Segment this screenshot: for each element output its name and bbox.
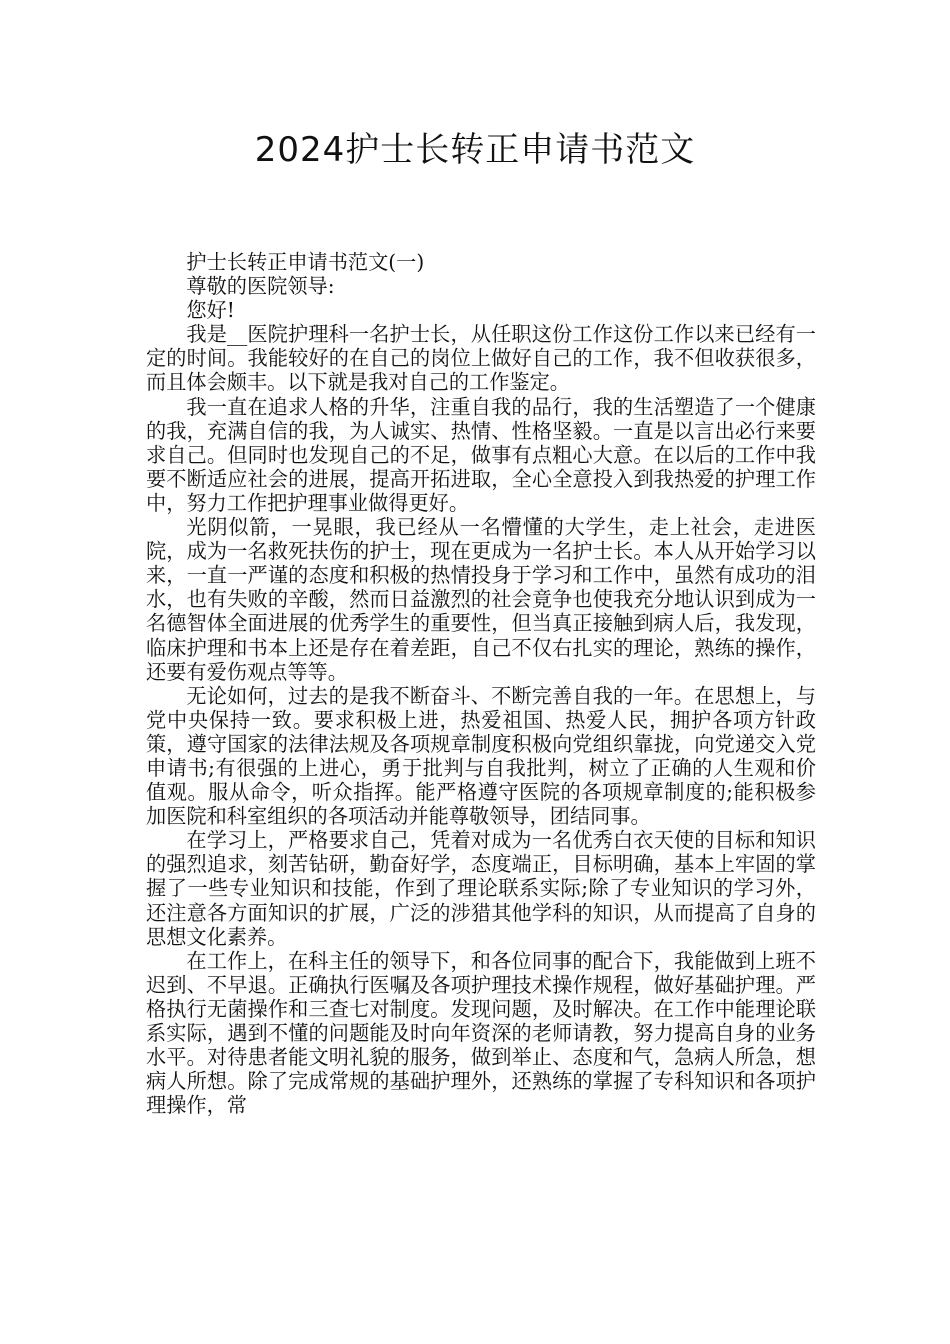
greeting-line: 您好! bbox=[186, 298, 235, 323]
paragraph-character: 我一直在追求人格的升华，注重自我的品行，我的生活塑造了一个健康的我，充满自信的我，为人诚实、热情、性格坚毅。一直是以言出必行来要求自己。但同时也发现自己的不足，做事有点粗心大意。在以后的工作中我要不断适应社会的进展，提高开拓进取，全心全意投入到我热爱的护理工作中，努力工作把护理事业做得更好。 bbox=[146, 394, 816, 515]
paragraph-work: 在工作上，在科主任的领导下，和各位同事的配合下，我能做到上班不迟到、不早退。正确执行医嘱及各项护理技术操作规程，做好基础护理。严格执行无菌操作和三查七对制度。发现问题，及时解决。在工作中能理论联系实际，遇到不懂的问题能及时向年资深的老师请教，努力提高自身的业务水平。对待患者能文明礼貌的服务，做到举止、态度和气，急病人所急，想病人所想。除了完成常规的基础护理外，还熟练的掌握了专科知识和各项护理操作，常 bbox=[146, 948, 816, 1118]
document-title: 2024护士长转正申请书范文 bbox=[254, 130, 696, 170]
paragraph-ideology: 无论如何，过去的是我不断奋斗、不断完善自我的一年。在思想上，与党中央保持一致。要求积极上进，热爱祖国、热爱人民，拥护各项方针政策，遵守国家的法律法规及各项规章制度积极向党组织靠拢，向党递交入党申请书;有很强的上进心，勇于批判与自我批判，树立了正确的人生观和价值观。服从命令，听众指挥。能严格遵守医院的各项规章制度的;能积极参加医院和科室组织的各项活动并能尊敬领导，团结同事。 bbox=[146, 683, 816, 829]
paragraph-experience: 光阴似箭，一晃眼，我已经从一名懵懂的大学生，走上社会，走进医院，成为一名救死扶伤的护士，现在更成为一名护士长。本人从开始学习以来，一直一严谨的态度和积极的热情投身于学习和工作中，虽然有成功的泪水，也有失败的辛酸，然而日益激烈的社会竟争也使我充分地认识到成为一名德智体全面进展的优秀学生的重要性，但当真正接触到病人后，我发现，临床护理和书本上还是存在着差距，自己不仅右扎实的理论，熟练的操作，还要有爱伤观点等等。 bbox=[146, 515, 816, 684]
subtitle-line: 护士长转正申请书范文(一) bbox=[186, 250, 425, 274]
paragraph-study: 在学习上，严格要求自己，凭着对成为一名优秀白衣天使的目标和知识的强烈追求，刻苦钻研，勤奋好学，态度端正，目标明确，基本上牢固的掌握了一些专业知识和技能，作到了理论联系实际;除了专业知识的学习外，还注意各方面知识的扩展，广泛的涉猎其他学科的知识，从而提高了自身的思想文化素养。 bbox=[146, 828, 816, 949]
salutation-line: 尊敬的医院领导: bbox=[186, 274, 335, 299]
paragraph-intro: 我是__医院护理科一名护士长，从任职这份工作这份工作以来已经有一定的时间。我能较好的在自己的岗位上做好自己的工作，我不但收获很多，而且体会颇丰。以下就是我对自己的工作鉴定。 bbox=[146, 322, 816, 395]
document-body bbox=[146, 250, 816, 1117]
